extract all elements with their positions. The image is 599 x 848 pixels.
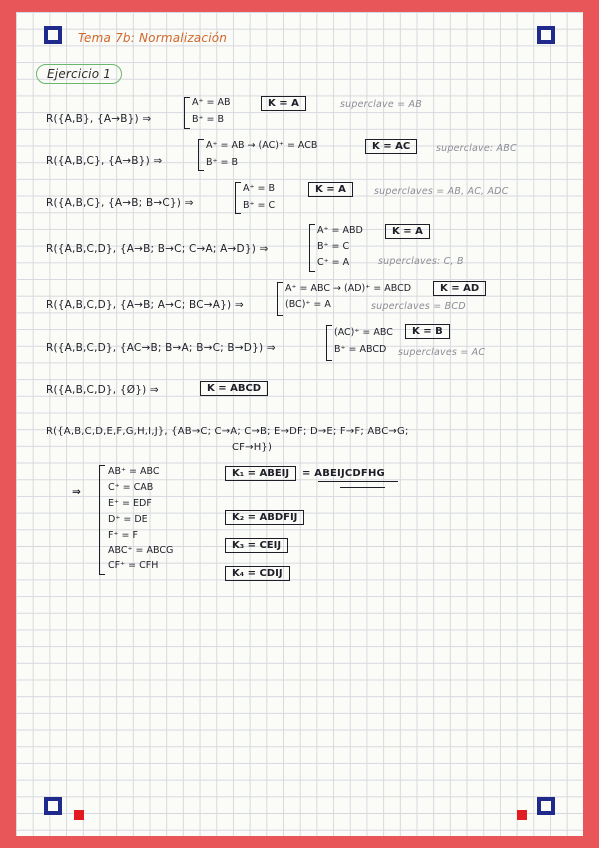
brace xyxy=(99,465,105,575)
brace xyxy=(309,224,315,272)
key-box: K = AC xyxy=(365,139,417,154)
closure-line: C⁺ = A xyxy=(317,257,350,268)
key-box: K₄ = CDIJ xyxy=(225,566,290,581)
brace xyxy=(326,325,332,361)
closure-line: (AC)⁺ = ABC xyxy=(334,327,393,338)
notebook-page xyxy=(16,12,583,836)
closure-line: C⁺ = CAB xyxy=(108,482,154,493)
closure-line: B⁺ = B xyxy=(192,114,225,125)
red-square-icon xyxy=(74,810,84,820)
superkey-note: superclaves = AC xyxy=(398,347,486,358)
superkey-note: superclaves = BCD xyxy=(371,301,466,312)
exercise-label: Ejercicio 1 xyxy=(36,64,122,84)
relation-4: R({A,B,C,D}, {A→B; B→C; C→A; A→D}) ⇒ xyxy=(46,243,269,255)
closure-line: B⁺ = ABCD xyxy=(334,344,387,355)
key-box: K = A xyxy=(261,96,306,111)
corner-mark-icon xyxy=(537,797,555,815)
brace xyxy=(277,282,283,316)
closure-line: A⁺ = AB xyxy=(192,97,231,108)
closure-line: AB⁺ = ABC xyxy=(108,466,160,477)
key-box: K = B xyxy=(405,324,450,339)
closure-line: A⁺ = AB → (AC)⁺ = ACB xyxy=(206,140,318,151)
corner-mark-icon xyxy=(537,26,555,44)
superkey-note: superclave: ABC xyxy=(436,143,517,154)
closure-line: A⁺ = B xyxy=(243,183,276,194)
relation-1: R({A,B}, {A→B}) ⇒ xyxy=(46,113,152,125)
corner-mark-icon xyxy=(44,797,62,815)
key-closure: = ABEIJCDFHG xyxy=(302,468,385,479)
closure-line: A⁺ = ABD xyxy=(317,225,363,236)
closure-line: B⁺ = C xyxy=(243,200,276,211)
underline xyxy=(340,487,385,488)
closure-line: ABC⁺ = ABCG xyxy=(108,545,174,556)
page-title: Tema 7b: Normalización xyxy=(78,31,228,45)
relation-6: R({A,B,C,D}, {AC→B; B→A; B→C; B→D}) ⇒ xyxy=(46,342,276,354)
key-box: K₂ = ABDFIJ xyxy=(225,510,304,525)
relation-3: R({A,B,C}, {A→B; B→C}) ⇒ xyxy=(46,197,194,209)
closure-line: F⁺ = F xyxy=(108,530,138,541)
key-box: K₃ = CEIJ xyxy=(225,538,288,553)
closure-line: B⁺ = C xyxy=(317,241,350,252)
underline xyxy=(318,481,398,482)
relation-big-cont: CF→H}) xyxy=(232,442,273,453)
superkey-note: superclave = AB xyxy=(340,99,422,110)
key-box: K₁ = ABEIJ xyxy=(225,466,296,481)
implies-arrow: ⇒ xyxy=(72,486,81,498)
brace xyxy=(198,139,204,171)
key-box: K = ABCD xyxy=(200,381,268,396)
closure-line: A⁺ = ABC → (AD)⁺ = ABCD xyxy=(285,283,412,294)
key-box: K = A xyxy=(385,224,430,239)
superkey-note: superclaves = AB, AC, ADC xyxy=(374,186,509,197)
brace xyxy=(184,97,190,129)
closure-line: D⁺ = DE xyxy=(108,514,148,525)
relation-2: R({A,B,C}, {A→B}) ⇒ xyxy=(46,155,163,167)
brace xyxy=(235,182,241,214)
relation-5: R({A,B,C,D}, {A→B; A→C; BC→A}) ⇒ xyxy=(46,299,244,311)
closure-line: E⁺ = EDF xyxy=(108,498,152,509)
key-box: K = A xyxy=(308,182,353,197)
closure-line: CF⁺ = CFH xyxy=(108,560,159,571)
red-square-icon xyxy=(517,810,527,820)
relation-big: R({A,B,C,D,E,F,G,H,I,J}, {AB→C; C→A; C→B; E→DF; D→E; F→F; ABC→G; xyxy=(46,426,409,437)
relation-7: R({A,B,C,D}, {Ø}) ⇒ xyxy=(46,384,159,396)
closure-line: (BC)⁺ = A xyxy=(285,299,331,310)
superkey-note: superclaves: C, B xyxy=(378,256,464,267)
key-box: K = AD xyxy=(433,281,486,296)
corner-mark-icon xyxy=(44,26,62,44)
closure-line: B⁺ = B xyxy=(206,157,239,168)
